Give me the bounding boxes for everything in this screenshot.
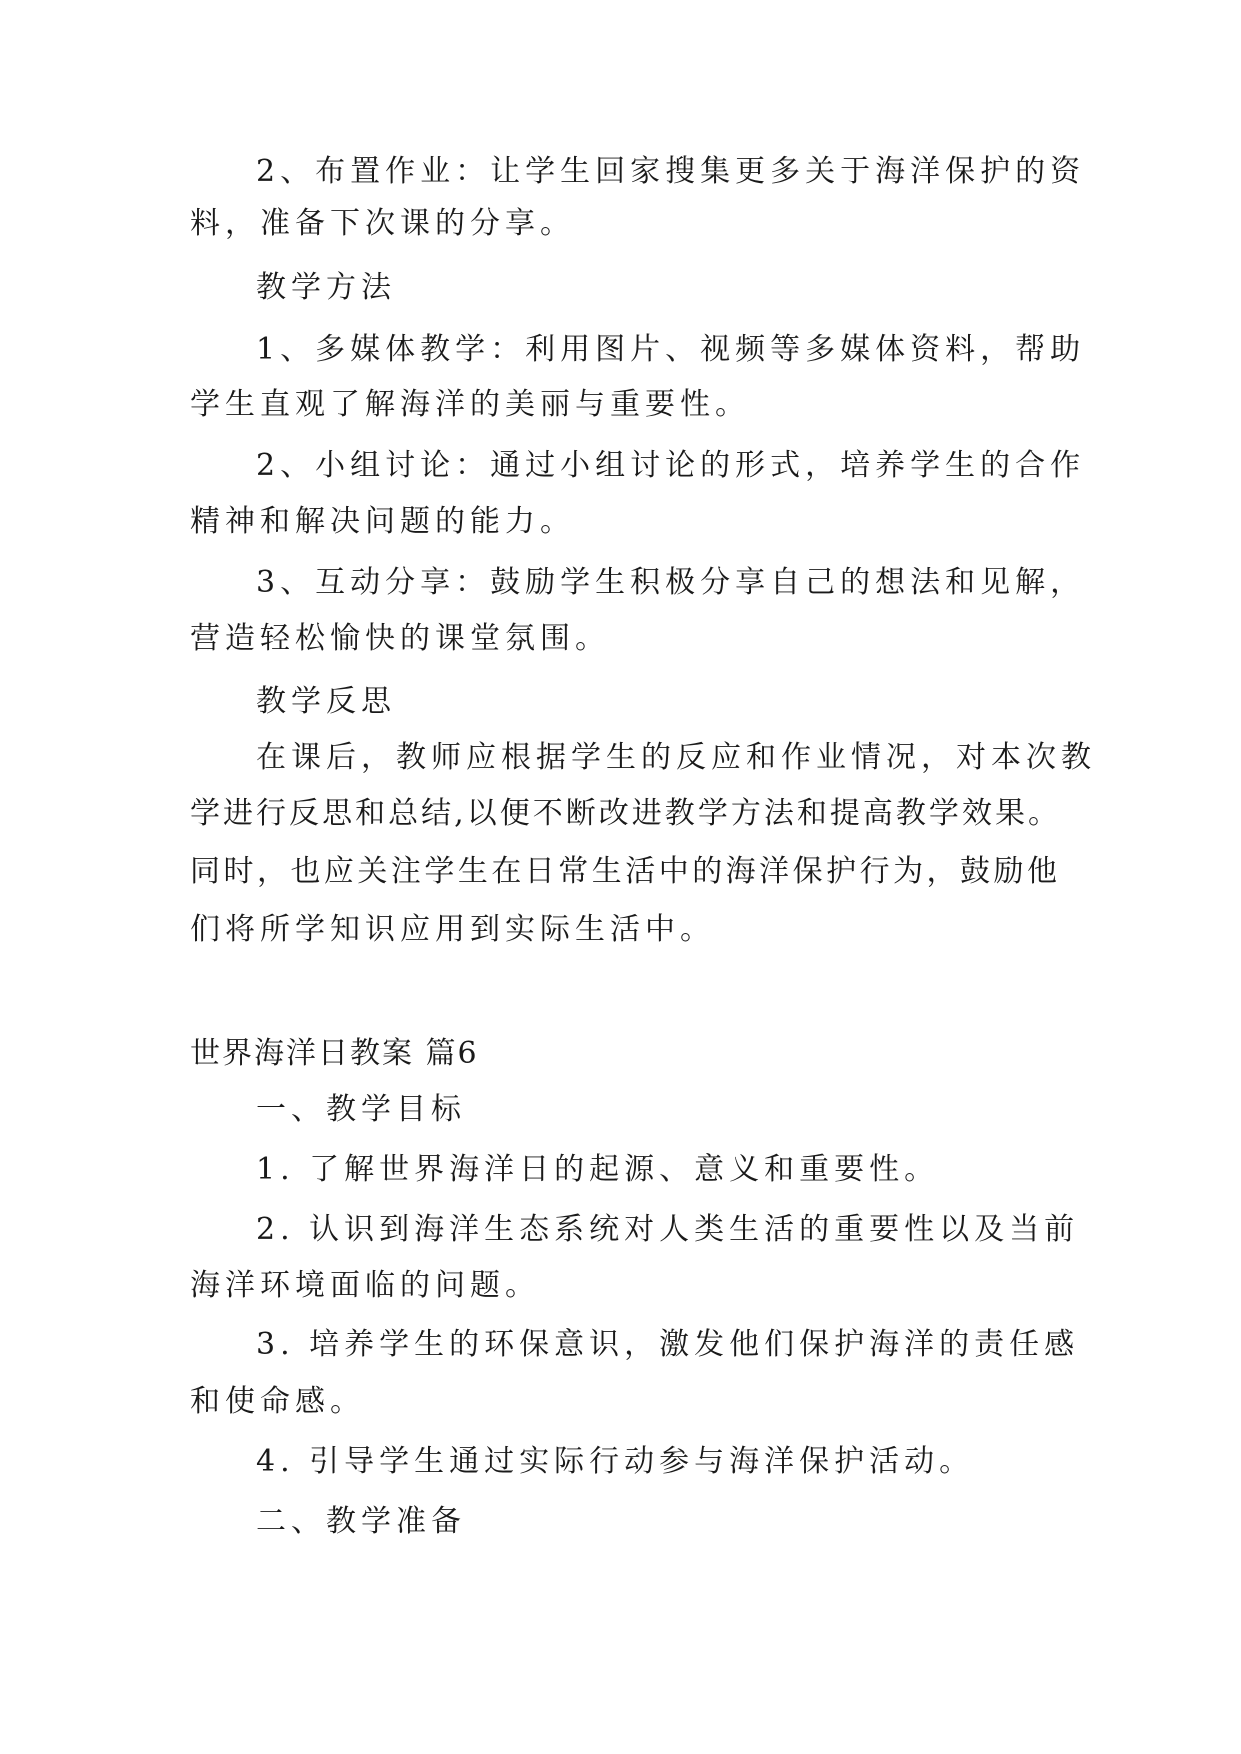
paragraph-line: 们将所学知识应用到实际生活中。 xyxy=(190,912,715,947)
paragraph-line: 1、多媒体教学：利用图片、视频等多媒体资料，帮助 xyxy=(256,332,1086,367)
paragraph-line: 2、布置作业：让学生回家搜集更多关于海洋保护的资 xyxy=(256,154,1086,189)
list-item: 1. 了解世界海洋日的起源、意义和重要性。 xyxy=(256,1152,940,1187)
section-heading: 教学反思 xyxy=(256,684,396,719)
paragraph-line: 2、小组讨论：通过小组讨论的形式，培养学生的合作 xyxy=(256,448,1086,483)
paragraph-line: 精神和解决问题的能力。 xyxy=(190,504,575,539)
document-title: 世界海洋日教案 篇6 xyxy=(190,1036,479,1071)
section-heading: 一、教学目标 xyxy=(256,1092,466,1127)
paragraph-line: 在课后，教师应根据学生的反应和作业情况，对本次教 xyxy=(256,740,1096,775)
list-item-continuation: 海洋环境面临的问题。 xyxy=(190,1268,540,1303)
paragraph-line: 同时，也应关注学生在日常生活中的海洋保护行为，鼓励他 xyxy=(190,854,1060,889)
list-item: 3. 培养学生的环保意识，激发他们保护海洋的责任感 xyxy=(256,1327,1080,1362)
paragraph-line: 料，准备下次课的分享。 xyxy=(190,206,575,241)
list-item: 2. 认识到海洋生态系统对人类生活的重要性以及当前 xyxy=(256,1212,1080,1247)
section-heading: 教学方法 xyxy=(256,270,396,305)
list-item-continuation: 和使命感。 xyxy=(190,1384,365,1419)
paragraph-line: 学生直观了解海洋的美丽与重要性。 xyxy=(190,387,750,422)
section-heading: 二、教学准备 xyxy=(256,1504,466,1539)
paragraph-line: 3、互动分享：鼓励学生积极分享自己的想法和见解， xyxy=(256,565,1086,600)
paragraph-line: 学进行反思和总结,以便不断改进教学方法和提高教学效果。 xyxy=(190,796,1060,831)
list-item: 4. 引导学生通过实际行动参与海洋保护活动。 xyxy=(256,1444,975,1479)
paragraph-line: 营造轻松愉快的课堂氛围。 xyxy=(190,621,610,656)
